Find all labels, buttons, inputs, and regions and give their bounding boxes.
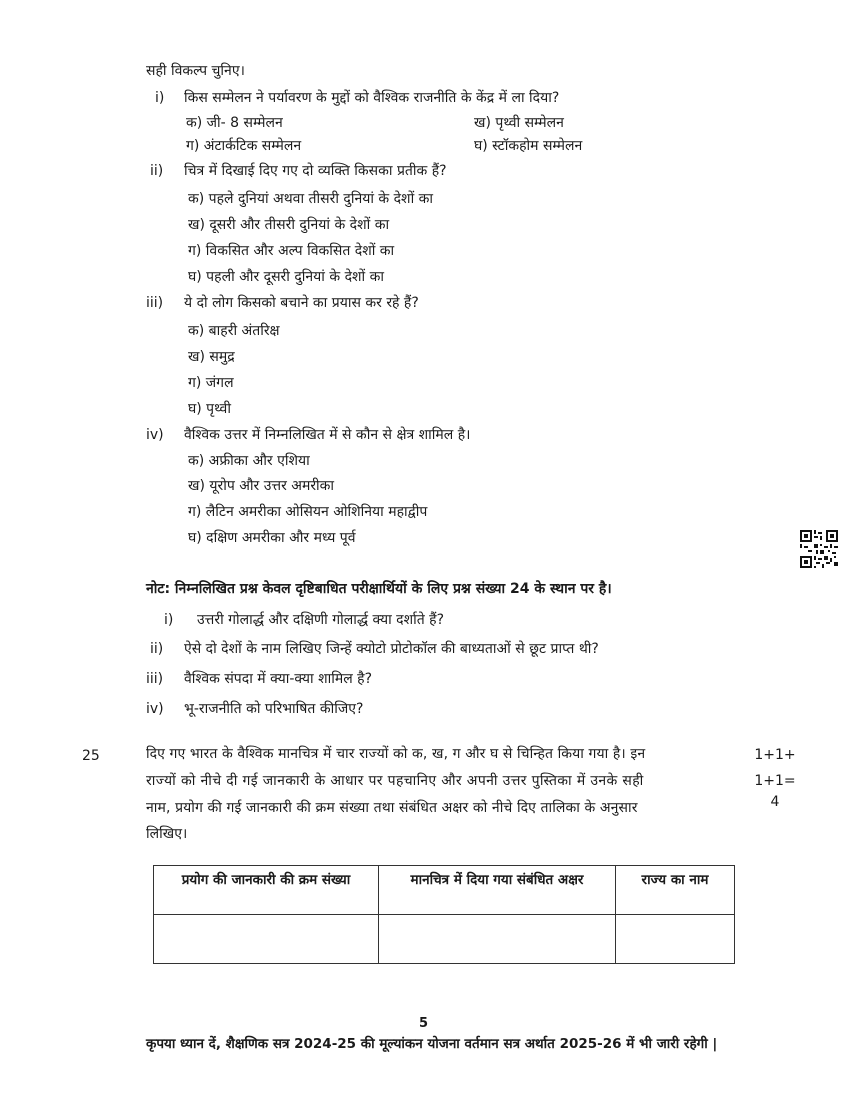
question-number: ii) [150, 641, 164, 657]
question-number: iii) [146, 671, 164, 687]
question-text: उत्तरी गोलार्द्ध और दक्षिणी गोलार्द्ध क्या दर्शाते हैं? [197, 612, 445, 628]
question-number: iii) [146, 295, 164, 311]
option-c: ग) अंटार्कटिक सम्मेलन [186, 138, 302, 154]
option-b: ख) पृथ्वी सम्मेलन [474, 115, 564, 131]
question-text-line: लिखिए। [146, 826, 188, 842]
question-number: i) [164, 612, 174, 628]
table-row [154, 915, 735, 964]
question-number: iv) [146, 701, 164, 717]
question-text: किस सम्मेलन ने पर्यावरण के मुद्दों को वैश्विक राजनीति के केंद्र में ला दिया? [184, 90, 560, 106]
option-c: ग) विकसित और अल्प विकसित देशों का [188, 243, 395, 259]
question-text: ये दो लोग किसको बचाने का प्रयास कर रहे हैं? [184, 295, 419, 311]
question-text: ऐसे दो देशों के नाम लिखिए जिन्हें क्योटो प्रोटोकॉल की बाध्यताओं से छूट प्राप्त थी? [184, 641, 599, 657]
table-cell [379, 915, 616, 964]
question-text: वैश्विक उत्तर में निम्नलिखित में से कौन से क्षेत्र शामिल है। [184, 427, 471, 443]
marks-line: 4 [770, 794, 780, 810]
marks-allocation [752, 742, 798, 810]
table-header-cell: मानचित्र में दिया गया संबंधित अक्षर [379, 866, 616, 915]
instruction-text: सही विकल्प चुनिए। [146, 63, 245, 79]
option-b: ख) दूसरी और तीसरी दुनियां के देशों का [188, 217, 390, 233]
option-b: ख) समुद्र [188, 349, 235, 365]
option-a: क) अफ्रीका और एशिया [188, 453, 310, 469]
page-number: 5 [419, 1016, 429, 1031]
table-cell [616, 915, 735, 964]
answer-table [153, 865, 735, 964]
marks-line: 1+1= [754, 773, 796, 789]
note-text: नोट: निम्नलिखित प्रश्न केवल दृष्टिबाधित परीक्षार्थियों के लिए प्रश्न संख्या 24 के स्थान पर है। [146, 581, 612, 597]
question-text: चित्र में दिखाई दिए गए दो व्यक्ति किसका प्रतीक हैं? [184, 163, 447, 179]
option-c: ग) जंगल [188, 375, 234, 391]
table-header-row [154, 866, 735, 915]
question-number: 25 [82, 748, 100, 764]
footer-notice: कृपया ध्यान दें, शैक्षणिक सत्र 2024-25 की मूल्यांकन योजना वर्तमान सत्र अर्थात 2025-26 में भी जारी रहेगी | [146, 1036, 718, 1052]
option-a: क) बाहरी अंतरिक्ष [188, 323, 280, 339]
option-c: ग) लैटिन अमरीका ओसियन ओशिनिया महाद्वीप [188, 504, 428, 520]
question-number: ii) [150, 163, 164, 179]
option-b: ख) यूरोप और उत्तर अमरीका [188, 478, 335, 494]
table-header-cell: प्रयोग की जानकारी की क्रम संख्या [154, 866, 379, 915]
table-header-cell: राज्य का नाम [616, 866, 735, 915]
qr-code-icon [800, 530, 838, 568]
option-a: क) पहले दुनियां अथवा तीसरी दुनियां के देशों का [188, 191, 434, 207]
question-number: iv) [146, 427, 164, 443]
question-text-line: नाम, प्रयोग की गई जानकारी की क्रम संख्या तथा संबंधित अक्षर को नीचे दिए तालिका के अनुसार [146, 800, 638, 816]
option-d: घ) पृथ्वी [188, 401, 231, 417]
question-text: वैश्विक संपदा में क्या-क्या शामिल है? [184, 671, 373, 687]
option-a: क) जी- 8 सम्मेलन [186, 115, 283, 131]
option-d: घ) स्टॉकहोम सम्मेलन [474, 138, 583, 154]
question-text: भू-राजनीति को परिभाषित कीजिए? [184, 701, 364, 717]
marks-line: 1+1+ [754, 747, 796, 763]
option-d: घ) पहली और दूसरी दुनियां के देशों का [188, 269, 384, 285]
option-d: घ) दक्षिण अमरीका और मध्य पूर्व [188, 530, 356, 546]
question-text-line: दिए गए भारत के वैश्विक मानचित्र में चार राज्यों को क, ख, ग और घ से चिन्हित किया गया है। इन [146, 746, 646, 762]
question-text-line: राज्यों को नीचे दी गई जानकारी के आधार पर पहचानिए और अपनी उत्तर पुस्तिका में उनके सही [146, 773, 644, 789]
table-cell [154, 915, 379, 964]
question-number: i) [155, 90, 165, 106]
